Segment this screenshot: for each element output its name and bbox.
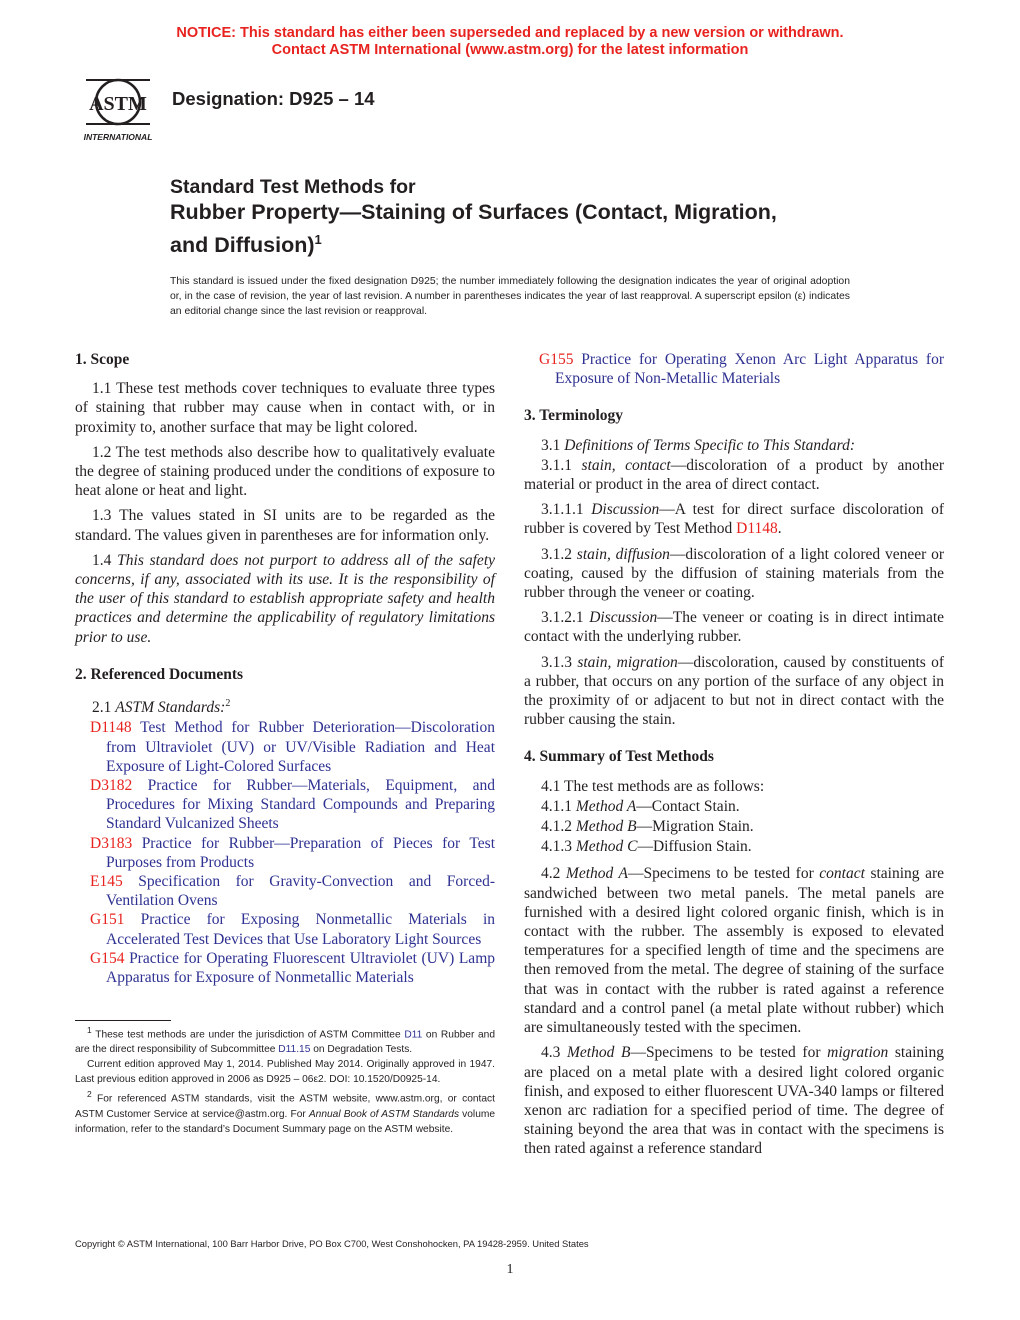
ref-e145[interactable]: E145 Specification for Gravity-Convection and Forced-Ventilation Ovens (90, 873, 495, 910)
scope-heading: 1. Scope (75, 351, 130, 368)
ref-g155[interactable]: G155 Practice for Operating Xenon Arc Light Apparatus for Exposure of Non-Metallic Materials (539, 351, 944, 388)
notice-line-2: Contact ASTM International (www.astm.org) for the latest information (271, 42, 749, 58)
logo-subtext: INTERNATIONAL (83, 132, 153, 142)
footnote-1: $^1$ These test methods are under the jurisdiction of ASTM Committee D11 on Rubber and are the direct responsibility of Subcommittee D11.15 on Degradation Tests. (75, 1025, 496, 1056)
title-footnote-mark: 1 (314, 232, 322, 247)
title-line-1: Standard Test Methods for (170, 176, 416, 198)
document-title (170, 175, 777, 259)
footnote-divider (75, 1020, 171, 1021)
summary-4-1-1: 4.1.1 Method A—Contact Stain. (541, 797, 740, 815)
astm-standards-label: 2.1 ASTM Standards:$^2$ (92, 698, 231, 717)
term-3-1-1: 3.1.1 stain, contact—discoloration of a product by another material or product in the area of direct contact. (524, 456, 944, 494)
ref-g154[interactable]: G154 Practice for Operating Fluorescent Ultraviolet (UV) Lamp Apparatus for Exposure of Nonmetallic Materials (90, 949, 495, 987)
title-line-3: and Diffusion)$^1$ (170, 232, 322, 258)
summary-4-1-3: 4.1.3 Method C—Diffusion Stain. (541, 838, 752, 856)
footnote-2: $^2$ For referenced ASTM standards, visit the ASTM website, www.astm.org, or contact ASTM Customer Service at service@astm.org. For Annual Book of ASTM Standards volume information, refer to the standard’s Document Summary page on the ASTM website. (75, 1089, 496, 1135)
scope-1-3: 1.3 The values stated in SI units are to be regarded as the standard. The values given in parentheses are for information only. (75, 507, 495, 544)
ref-d3182[interactable]: D3182 Practice for Rubber—Materials, Equipment, and Procedures for Mixing Standard Compounds and Preparing Standard Vulcanized Sheets (90, 777, 496, 833)
summary-4-3: 4.3 Method B—Specimens to be tested for migration staining are placed on a metal plate with a desired light colored organic finish, and exposed to either fluorescent UVA-340 lamps or filtered xenon arc radiation for a specified period of time. The degree of staining beyond the area that was in contact with the specimens is then rated against a reference standard (524, 1044, 944, 1158)
term-3-1-3: 3.1.3 stain, migration—discoloration, caused by constituents of a rubber, that occurs on any portion of the surface of any object in the proximity of or adjacent to but not in direct contact with the rubber causing the stain. (524, 653, 945, 729)
ref-d3183[interactable]: D3183 Practice for Rubber—Preparation of Pieces for Test Purposes from Products (90, 834, 496, 871)
copyright: Copyright © ASTM International, 100 Barr Harbor Drive, PO Box C700, West Conshohocken, PA 19428-2959. United States (75, 1238, 589, 1249)
left-column (75, 350, 495, 987)
referenced-heading: 2. Referenced Documents (75, 665, 244, 683)
notice-line-1: NOTICE: This standard has either been superseded and replaced by a new version or withdrawn. (176, 25, 844, 41)
link-d1148[interactable]: D1148 (736, 520, 778, 538)
term-3-1-2-1: 3.1.2.1 Discussion—The veneer or coating is in direct intimate contact with the underlying rubber. (524, 609, 945, 646)
scope-1-2: 1.2 The test methods also describe how to qualitatively evaluate the degree of staining produced under the conditions of exposure to heat alone or heat and light. (75, 443, 495, 500)
term-3-1-2: 3.1.2 stain, diffusion—discoloration of a light colored veneer or coating, caused by the diffusion of staining materials from the rubber through the veneer or coating. (524, 545, 944, 602)
footnote-1-edition: Current edition approved May 1, 2014. Published May 2014. Originally approved in 1947. Last previous edition approved in 2006 as D925 – 06ε2. DOI: 10.1520/D0925-14. (75, 1059, 495, 1086)
page-number: 1 (506, 1262, 514, 1277)
summary-4-2: 4.2 Method A—Specimens to be tested for contact staining are sandwiched between two metal panels. The metal panels are furnished with a desired light colored organic finish, which is in contact with the rubber. The assembly is exposed to elevated temperatures for a specified length of time and the specimens are then removed from the metal. The degree of staining of the surface that was in contact with the rubber is rated against a reference standard and a control panel (a metal plate without rubber) which are simultaneously tested with the specimen. (524, 865, 944, 1037)
link-d11-15[interactable]: D11.15 (278, 1044, 311, 1056)
intro-paragraph: This standard is issued under the fixed designation D925; the number immediately following the designation indicates the year of original adoption or, in the case of revision, the year of last revision. A number in parentheses indicates the year of last reapproval. A superscript epsilon (ε) indicates an editorial change since the last revision or reapproval. (170, 276, 850, 317)
link-d11[interactable]: D11 (404, 1029, 423, 1041)
ref-g151[interactable]: G151 Practice for Exposing Nonmetallic Materials in Accelerated Test Devices that Use Laboratory Light Sources (90, 911, 496, 948)
designation: Designation: D925 – 14 (172, 88, 375, 109)
logo-text: ASTM (89, 93, 147, 115)
right-column (524, 350, 944, 1165)
scope-1-1: 1.1 These test methods cover techniques to evaluate three types of staining that rubber may cause when in contact with, or in proximity to, another surface that may be light colored. (75, 380, 495, 436)
term-3-1-1-1: 3.1.1.1 Discussion—A test for direct surface discoloration of rubber is covered by Test Method D1148. (524, 501, 944, 538)
summary-heading: 4. Summary of Test Methods (524, 748, 714, 766)
astm-logo (76, 72, 160, 144)
footnotes (75, 1020, 495, 1137)
ref-d1148[interactable]: D1148 Test Method for Rubber Deterioration—Discoloration from Ultraviolet (UV) or UV/Visible Radiation and Heat Exposure of Light-Colored Surfaces (90, 719, 495, 775)
term-3-1: 3.1 Definitions of Terms Specific to This Standard: (541, 436, 856, 454)
terminology-heading: 3. Terminology (524, 407, 624, 425)
withdrawal-notice (0, 25, 1020, 59)
summary-4-1-2: 4.1.2 Method B—Migration Stain. (541, 818, 754, 836)
title-line-2: Rubber Property—Staining of Surfaces (Contact, Migration, (170, 200, 777, 224)
scope-1-4: 1.4 This standard does not purport to address all of the safety concerns, if any, associated with its use. It is the responsibility of the user of this standard to establish appropriate safety and health practices and determine the applicability of regulatory limitations prior to use. (75, 551, 495, 646)
summary-4-1: 4.1 The test methods are as follows: (541, 777, 765, 795)
